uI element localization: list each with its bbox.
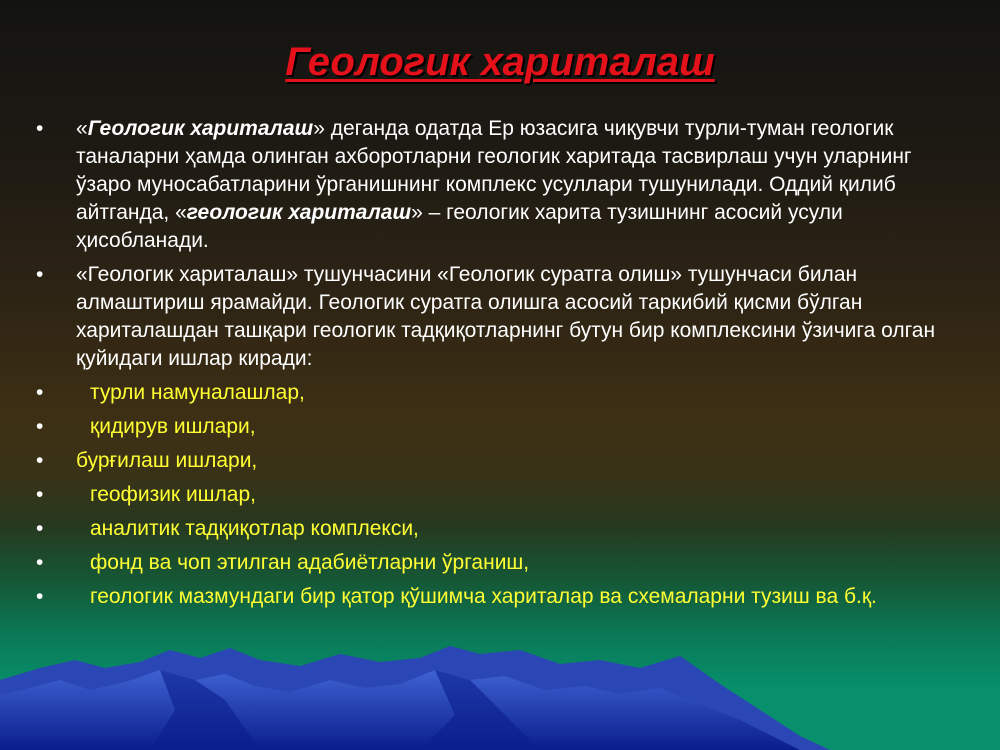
bullet-marker: • <box>36 117 44 140</box>
mountains-illustration <box>0 640 1000 750</box>
text-segment: «Геологик хариталаш» тушунчасини «Геологик суратга олиш» тушунчаси билан алмаштириш ярамайди. Геологик суратга олишга асосий таркибий қисми бўлган хариталашдан ташқари геологик тадқиқотларнинг бутун бир комплексини ўзичига олган қуйидаги ишлар киради: <box>76 263 936 370</box>
list-item <box>36 413 971 441</box>
slide-content <box>36 115 971 617</box>
list-item <box>36 379 971 407</box>
term-bold: Геологик хариталаш <box>87 117 314 140</box>
bullet-marker: • <box>36 263 44 286</box>
text-segment: » – геологик харита тузишнинг асосий усули ҳисобланади. <box>76 201 843 252</box>
list-item <box>36 515 971 543</box>
bullet-marker: • <box>36 517 44 540</box>
list-item <box>36 447 971 475</box>
bullet-text <box>76 115 971 255</box>
list-item-text: геофизик ишлар, <box>90 483 256 506</box>
list-item-text: бурғилаш ишлари, <box>76 449 258 472</box>
list-item-text: геологик мазмундаги бир қатор қўшимча хариталар ва схемаларни тузиш ва б.қ. <box>90 585 877 608</box>
bullet-item-distinction <box>36 261 971 373</box>
list-item-text: аналитик тадқиқотлар комплекси, <box>90 517 419 540</box>
list-item-text: фонд ва чоп этилган адабиётларни ўрганиш, <box>90 551 530 574</box>
bullet-marker: • <box>36 381 44 404</box>
bullet-item-definition <box>36 115 971 255</box>
list-item-text: турли намуналашлар, <box>90 381 305 404</box>
term-bold: геологик хариталаш <box>186 201 412 224</box>
list-item <box>36 481 971 509</box>
bullet-marker: • <box>36 415 44 438</box>
bullet-marker: • <box>36 585 44 608</box>
slide-title: Геологик хариталаш <box>285 40 715 84</box>
text-segment: « <box>76 117 88 140</box>
bullet-marker: • <box>36 449 44 472</box>
list-item <box>36 583 971 611</box>
list-item-text: қидирув ишлари, <box>90 415 256 438</box>
text-segment: » деганда одатда Ер юзасига чиқувчи турли-туман геологик таналарни ҳамда олинган ахборотларни геологик харитада тасвирлаш учун уларнинг ўзаро муносабатларини ўрганишнинг комплекс усуллари тушунилади. Оддий қилиб айтганда, « <box>76 117 912 224</box>
bullet-marker: • <box>36 551 44 574</box>
list-item <box>36 549 971 577</box>
bullet-text <box>76 261 971 373</box>
bullet-marker: • <box>36 483 44 506</box>
